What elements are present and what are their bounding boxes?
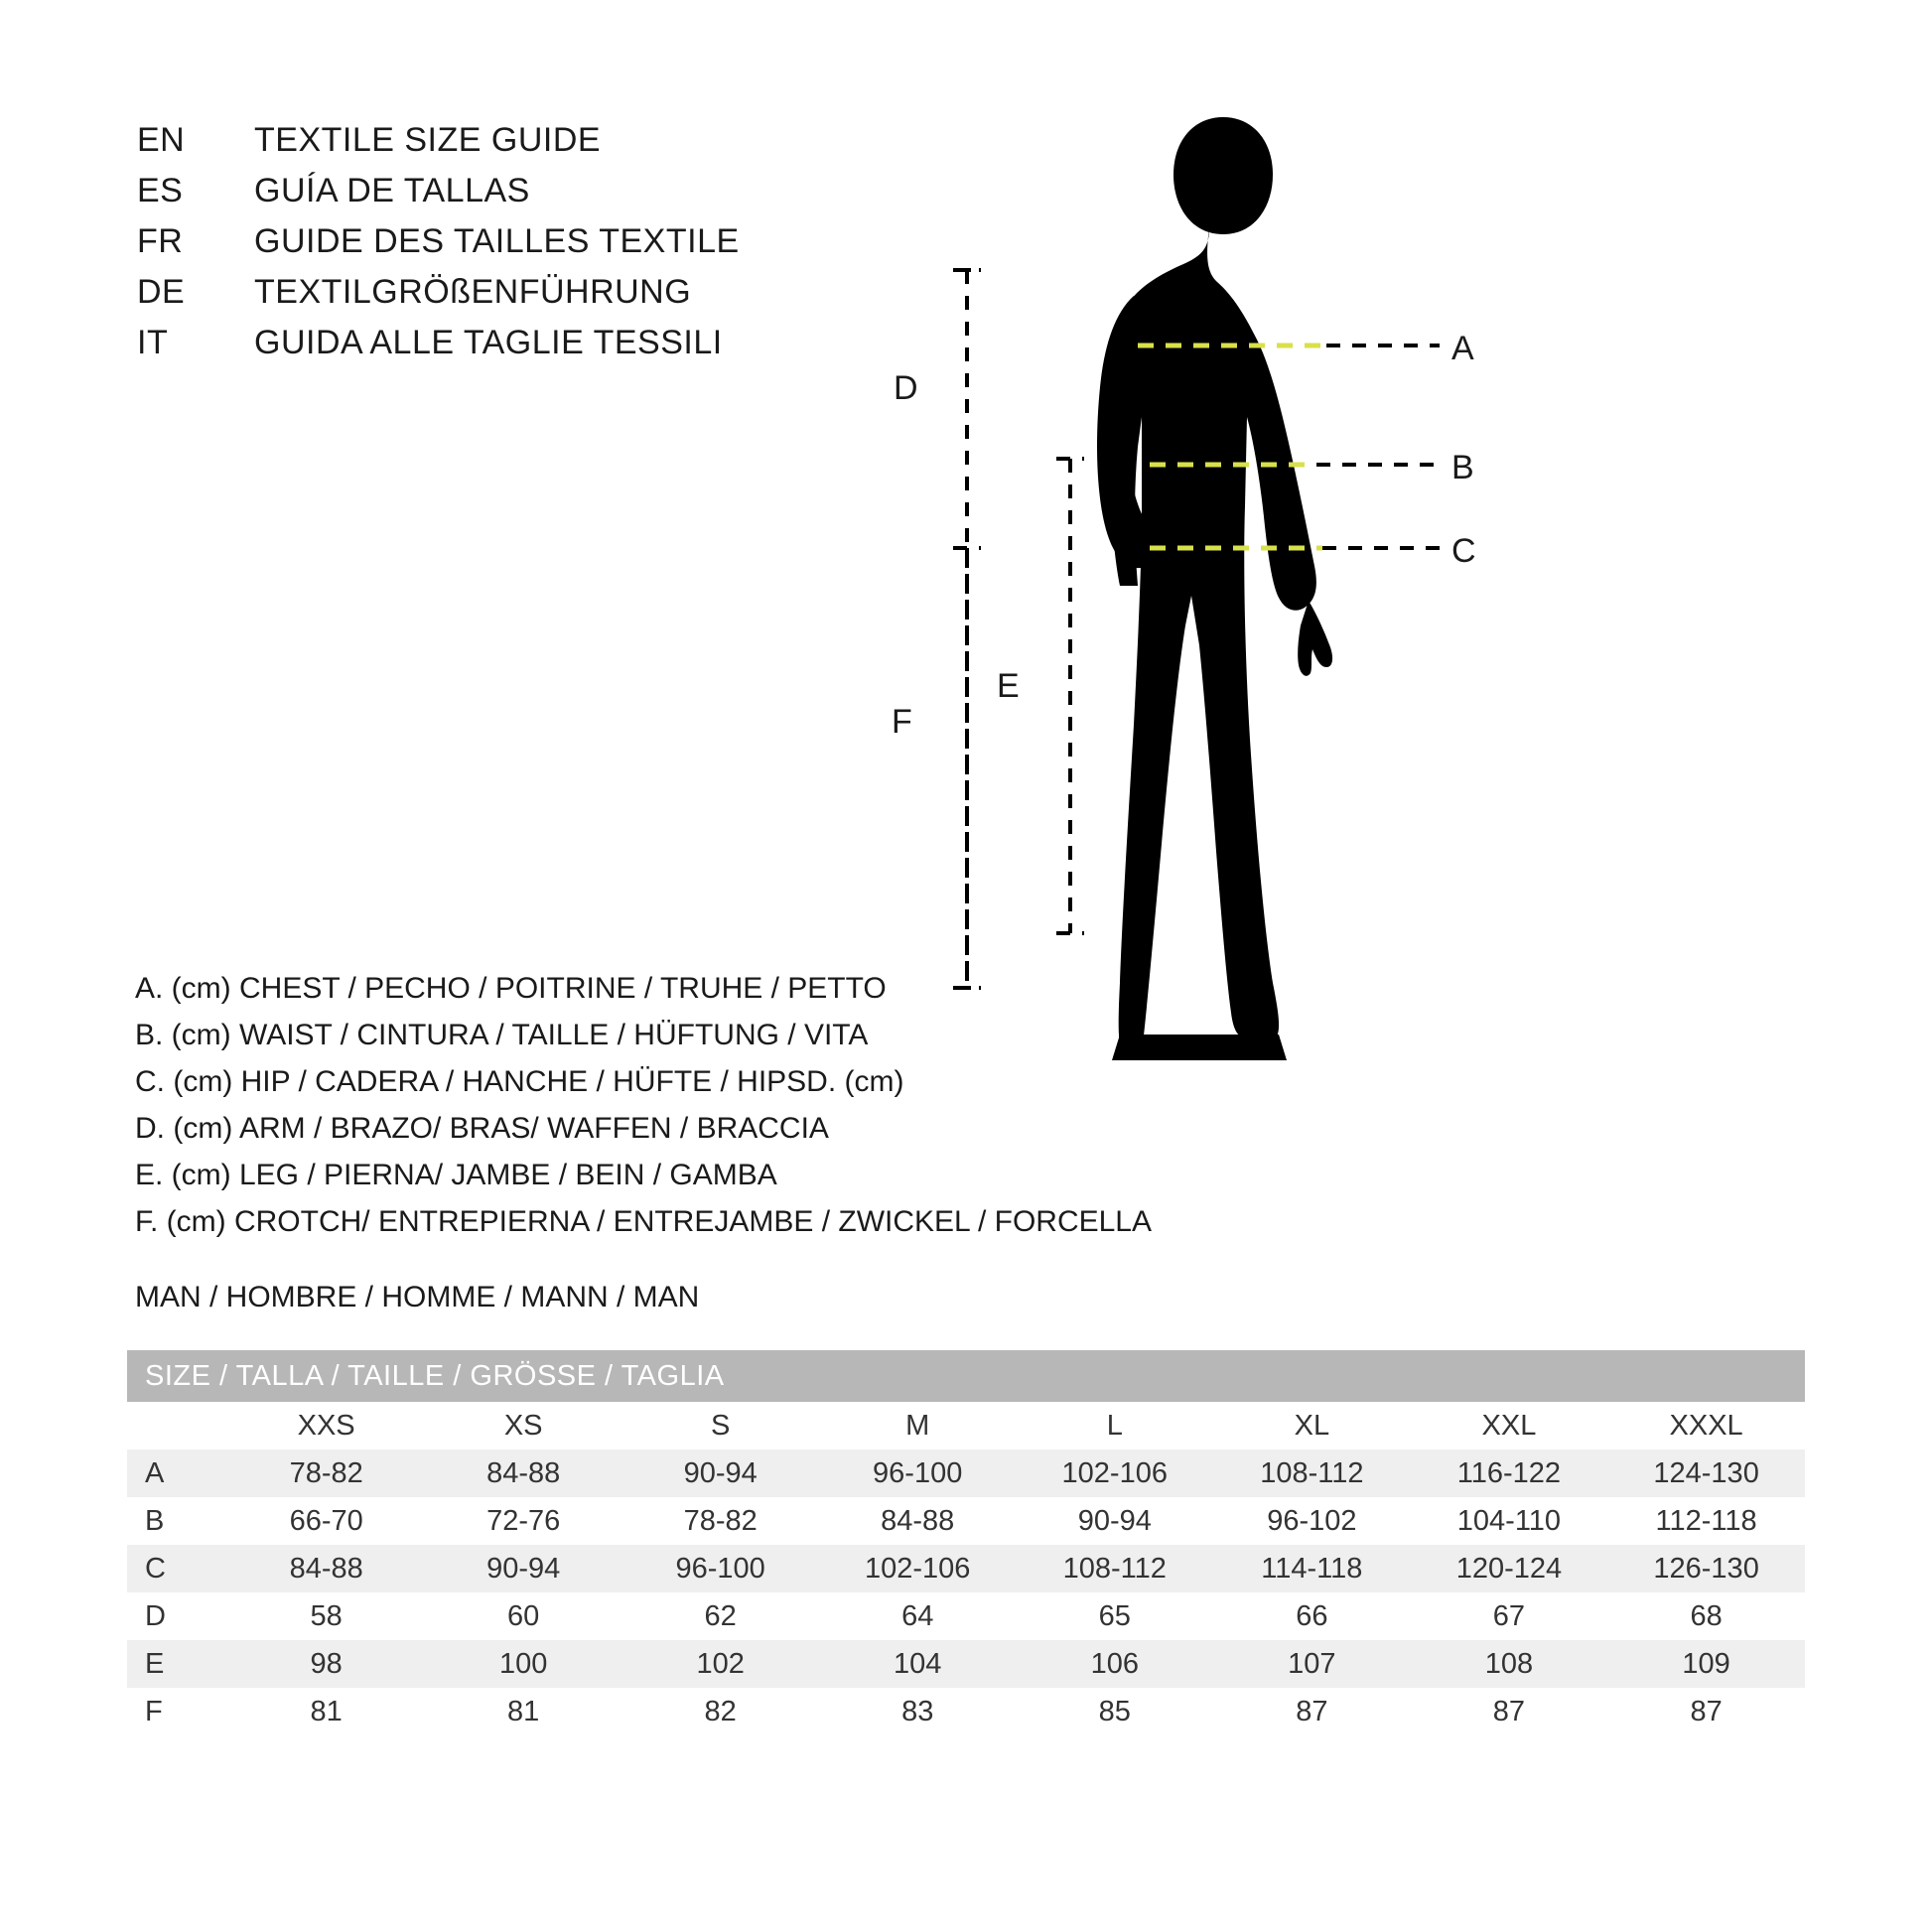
cell-a-xs: 84-88 xyxy=(425,1449,621,1497)
cell-c-xl: 114-118 xyxy=(1213,1545,1411,1592)
legend-item-a: A. (cm) CHEST / PECHO / POITRINE / TRUHE / PETTO xyxy=(135,972,887,1005)
language-row xyxy=(137,324,931,374)
cell-d-xxl: 67 xyxy=(1411,1592,1608,1640)
cell-d-xxs: 58 xyxy=(227,1592,425,1640)
column-header-s: S xyxy=(621,1402,818,1449)
cell-b-xxs: 66-70 xyxy=(227,1497,425,1545)
table-row xyxy=(127,1449,1805,1497)
row-label-d: D xyxy=(127,1592,227,1640)
row-label-f: F xyxy=(127,1688,227,1735)
column-header-l: L xyxy=(1016,1402,1213,1449)
legend-item-c: C. (cm) HIP / CADERA / HANCHE / HÜFTE / HIPSD. (cm) xyxy=(135,1065,904,1098)
cell-b-s: 78-82 xyxy=(621,1497,818,1545)
column-header-xxxl: XXXL xyxy=(1607,1402,1805,1449)
cell-e-s: 102 xyxy=(621,1640,818,1688)
table-row xyxy=(127,1640,1805,1688)
cell-f-m: 83 xyxy=(819,1688,1017,1735)
header-corner xyxy=(127,1402,227,1449)
cell-a-s: 90-94 xyxy=(621,1449,818,1497)
table-row xyxy=(127,1545,1805,1592)
table-row xyxy=(127,1688,1805,1735)
cell-c-l: 108-112 xyxy=(1016,1545,1213,1592)
cell-e-xs: 100 xyxy=(425,1640,621,1688)
column-header-xs: XS xyxy=(425,1402,621,1449)
body-measurement-diagram xyxy=(892,89,1876,1281)
language-code: FR xyxy=(137,222,184,260)
label-b: B xyxy=(1451,449,1474,486)
size-table xyxy=(127,1350,1805,1735)
cell-a-xxl: 116-122 xyxy=(1411,1449,1608,1497)
label-c: C xyxy=(1451,532,1476,570)
cell-d-xl: 66 xyxy=(1213,1592,1411,1640)
row-label-a: A xyxy=(127,1449,227,1497)
column-header-m: M xyxy=(819,1402,1017,1449)
language-row xyxy=(137,121,931,172)
cell-e-xxxl: 109 xyxy=(1607,1640,1805,1688)
cell-b-xs: 72-76 xyxy=(425,1497,621,1545)
bracket-e xyxy=(1056,459,1084,933)
label-d: D xyxy=(894,369,918,407)
cell-f-xs: 81 xyxy=(425,1688,621,1735)
cell-b-xxxl: 112-118 xyxy=(1607,1497,1805,1545)
language-row xyxy=(137,273,931,324)
table-row xyxy=(127,1592,1805,1640)
legend-item-b: B. (cm) WAIST / CINTURA / TAILLE / HÜFTUNG / VITA xyxy=(135,1019,869,1051)
cell-e-l: 106 xyxy=(1016,1640,1213,1688)
cell-a-m: 96-100 xyxy=(819,1449,1017,1497)
table-header-row xyxy=(127,1402,1805,1449)
cell-b-l: 90-94 xyxy=(1016,1497,1213,1545)
legend-item-e: E. (cm) LEG / PIERNA/ JAMBE / BEIN / GAMBA xyxy=(135,1159,777,1191)
language-code: IT xyxy=(137,324,169,361)
cell-e-xxl: 108 xyxy=(1411,1640,1608,1688)
language-title: GUIDA ALLE TAGLIE TESSILI xyxy=(254,324,723,361)
cell-d-l: 65 xyxy=(1016,1592,1213,1640)
cell-b-xl: 96-102 xyxy=(1213,1497,1411,1545)
cell-d-xxxl: 68 xyxy=(1607,1592,1805,1640)
column-header-xl: XL xyxy=(1213,1402,1411,1449)
cell-c-xxs: 84-88 xyxy=(227,1545,425,1592)
gender-label: MAN / HOMBRE / HOMME / MANN / MAN xyxy=(135,1281,700,1313)
cell-c-xs: 90-94 xyxy=(425,1545,621,1592)
cell-c-xxl: 120-124 xyxy=(1411,1545,1608,1592)
row-label-e: E xyxy=(127,1640,227,1688)
language-code: ES xyxy=(137,172,184,209)
cell-c-s: 96-100 xyxy=(621,1545,818,1592)
label-f: F xyxy=(892,703,912,741)
column-header-xxl: XXL xyxy=(1411,1402,1608,1449)
cell-b-m: 84-88 xyxy=(819,1497,1017,1545)
cell-d-xs: 60 xyxy=(425,1592,621,1640)
language-title: TEXTILGRÖßENFÜHRUNG xyxy=(254,273,692,311)
row-label-b: B xyxy=(127,1497,227,1545)
cell-b-xxl: 104-110 xyxy=(1411,1497,1608,1545)
cell-a-xl: 108-112 xyxy=(1213,1449,1411,1497)
legend-item-d: D. (cm) ARM / BRAZO/ BRAS/ WAFFEN / BRACCIA xyxy=(135,1112,829,1145)
cell-d-m: 64 xyxy=(819,1592,1017,1640)
cell-f-xl: 87 xyxy=(1213,1688,1411,1735)
cell-a-xxs: 78-82 xyxy=(227,1449,425,1497)
cell-e-m: 104 xyxy=(819,1640,1017,1688)
column-header-xxs: XXS xyxy=(227,1402,425,1449)
cell-e-xl: 107 xyxy=(1213,1640,1411,1688)
cell-e-xxs: 98 xyxy=(227,1640,425,1688)
label-a: A xyxy=(1451,330,1474,367)
label-e: E xyxy=(997,667,1020,705)
cell-a-xxxl: 124-130 xyxy=(1607,1449,1805,1497)
table-banner-label: SIZE / TALLA / TAILLE / GRÖSSE / TAGLIA xyxy=(127,1350,1805,1402)
male-silhouette-icon xyxy=(1097,117,1332,1060)
language-title: GUÍA DE TALLAS xyxy=(254,172,530,209)
cell-c-m: 102-106 xyxy=(819,1545,1017,1592)
table-banner-row xyxy=(127,1350,1805,1402)
bracket-d xyxy=(953,270,981,548)
cell-d-s: 62 xyxy=(621,1592,818,1640)
label-leaders xyxy=(1316,345,1440,548)
language-title: TEXTILE SIZE GUIDE xyxy=(254,121,602,159)
language-row xyxy=(137,172,931,222)
cell-a-l: 102-106 xyxy=(1016,1449,1213,1497)
language-code: EN xyxy=(137,121,186,159)
cell-f-s: 82 xyxy=(621,1688,818,1735)
legend-item-f: F. (cm) CROTCH/ ENTREPIERNA / ENTREJAMBE / ZWICKEL / FORCELLA xyxy=(135,1205,1152,1238)
table-row xyxy=(127,1497,1805,1545)
cell-f-xxs: 81 xyxy=(227,1688,425,1735)
cell-f-l: 85 xyxy=(1016,1688,1213,1735)
cell-f-xxl: 87 xyxy=(1411,1688,1608,1735)
language-code: DE xyxy=(137,273,186,311)
language-row xyxy=(137,222,931,273)
cell-f-xxxl: 87 xyxy=(1607,1688,1805,1735)
cell-c-xxxl: 126-130 xyxy=(1607,1545,1805,1592)
language-header-block xyxy=(137,121,931,374)
language-title: GUIDE DES TAILLES TEXTILE xyxy=(254,222,740,260)
row-label-c: C xyxy=(127,1545,227,1592)
